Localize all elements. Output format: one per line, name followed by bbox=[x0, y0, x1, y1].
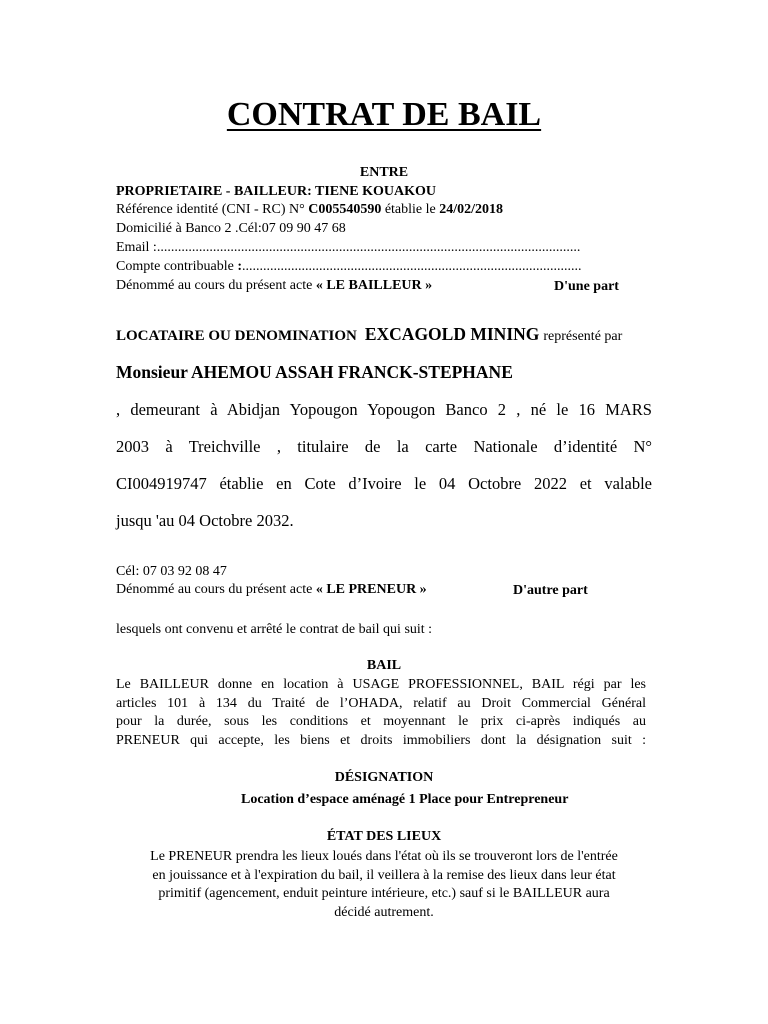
bailleur-compte-colon: : bbox=[237, 259, 242, 274]
etat-line: en jouissance et à l'expiration du bail, il veillera à la remise des lieux dans leur état bbox=[152, 867, 616, 883]
locataire-denomme-line bbox=[116, 581, 427, 599]
bailleur-compte-line bbox=[116, 258, 581, 276]
etat-line: décidé autrement. bbox=[334, 904, 434, 920]
bail-line: PRENEUR qui accepte, les biens et droits immobiliers dont la désignation suit : bbox=[116, 732, 646, 748]
locataire-para-line: , demeurant à Abidjan Yopougon Yopougon Banco 2 , né le 16 MARS bbox=[116, 400, 652, 419]
bail-line: articles 101 à 134 du Traité de l’OHADA, relatif au Droit Commercial Général bbox=[116, 695, 646, 711]
etat-line: Le PRENEUR prendra les lieux loués dans l'état où ils se trouveront lors de l'entrée bbox=[150, 849, 618, 864]
locataire-cel: Cél: 07 03 92 08 47 bbox=[116, 564, 227, 579]
locataire-represente: représenté par bbox=[543, 329, 623, 344]
bailleur-role: « LE BAILLEUR » bbox=[315, 278, 433, 293]
etat-heading: ÉTAT DES LIEUX bbox=[326, 829, 442, 844]
locataire-label: LOCATAIRE OU DENOMINATION bbox=[116, 328, 357, 344]
locataire-paragraph bbox=[116, 391, 652, 539]
locataire-company: EXCAGOLD MINING bbox=[364, 324, 540, 344]
designation-heading: DÉSIGNATION bbox=[334, 770, 434, 785]
locataire-part: D'autre part bbox=[513, 583, 588, 598]
locataire-denomme-text: Dénommé au cours du présent acte bbox=[116, 582, 316, 597]
etat-paragraph bbox=[100, 848, 668, 922]
locataire-role: « LE PRENEUR » bbox=[315, 582, 427, 597]
bailleur-id-date: 24/02/2018 bbox=[439, 202, 504, 217]
bailleur-email: Email :......................................................................................................................... bbox=[116, 240, 581, 255]
bail-paragraph bbox=[116, 676, 646, 750]
bailleur-id-number: C005540590 bbox=[308, 202, 382, 217]
designation-text: Location d’espace aménagé 1 Place pour Entrepreneur bbox=[241, 792, 569, 807]
contract-title: CONTRAT DE BAIL bbox=[226, 96, 542, 133]
bailleur-compte-dots: ................................................................................................. bbox=[241, 259, 582, 274]
locataire-para-line: CI004919747 établie en Cote d’Ivoire le 04 Octobre 2022 et valable bbox=[116, 474, 652, 493]
bail-heading: BAIL bbox=[366, 658, 402, 673]
locataire-monsieur: Monsieur AHEMOU ASSAH FRANCK-STEPHANE bbox=[116, 362, 513, 382]
bailleur-denomme-text: Dénommé au cours du présent acte bbox=[116, 278, 316, 293]
bailleur-heading: PROPRIETAIRE - BAILLEUR: TIENE KOUAKOU bbox=[116, 184, 436, 199]
bailleur-compte-label: Compte contribuable bbox=[116, 259, 238, 274]
etat-line: primitif (agencement, enduit peinture intérieure, etc.) sauf si le BAILLEUR aura bbox=[158, 886, 610, 901]
bailleur-id-line bbox=[116, 201, 503, 219]
locataire-para-line: jusqu 'au 04 Octobre 2032. bbox=[116, 511, 294, 530]
bailleur-part: D'une part bbox=[554, 279, 619, 294]
bail-line: pour la durée, sous les conditions et moyennant le prix ci-après indiqués au bbox=[116, 714, 646, 729]
bailleur-id-mid: établie le bbox=[381, 202, 440, 217]
bailleur-id-prefix: Référence identité (CNI - RC) N° bbox=[116, 202, 309, 217]
bailleur-denomme-line bbox=[116, 277, 432, 295]
locataire-line bbox=[116, 324, 622, 345]
bailleur-domicile: Domicilié à Banco 2 .Cél:07 09 90 47 68 bbox=[116, 221, 346, 236]
locataire-para-line: 2003 à Treichville , titulaire de la carte Nationale d’identité N° bbox=[116, 437, 652, 456]
bail-line: Le BAILLEUR donne en location à USAGE PROFESSIONNEL, BAIL régi par les bbox=[116, 677, 646, 692]
entre-heading: ENTRE bbox=[359, 165, 409, 180]
lesquels-text: lesquels ont convenu et arrêté le contrat de bail qui suit : bbox=[116, 622, 433, 637]
